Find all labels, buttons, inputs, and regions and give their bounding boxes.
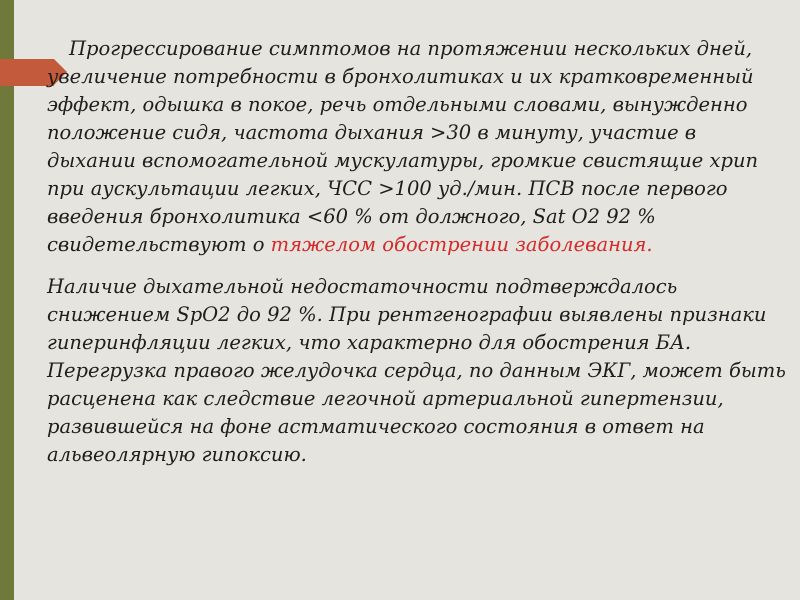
paragraph-symptoms-text: Прогрессирование симптомов на протяжении нескольких дней, увеличение потребности в бронхолитиках и их кратковременный эффект, одышка в покое, речь отдельными словами, вынужденно положение сидя, частота дыхания >30 в минуту, участие в дыхании вспомогательной мускулатуры, громкие свистящие хрип при аускультации легких, ЧСС >100 уд./мин. ПСВ после первого введения бронхолитика <60 % от должного, Sat O2 92 % свидетельствуют о (47, 37, 759, 256)
highlighted-conclusion: тяжелом обострении заболевания. (270, 233, 653, 256)
slide-text-block (47, 35, 791, 469)
paragraph-symptoms (47, 35, 791, 259)
left-accent-bar (0, 0, 14, 600)
paragraph-findings: Наличие дыхательной недостаточности подтверждалось снижением SpO2 до 92 %. При рентгенографии выявлены признаки гиперинфляции легких, что характерно для обострения БА. Перегрузка правого желудочка сердца, по данным ЭКГ, может быть расценена как следствие легочной артериальной гипертензии, развившейся на фоне астматического состояния в ответ на альвеолярную гипоксию. (47, 275, 786, 466)
red-marker-tab (0, 59, 54, 86)
